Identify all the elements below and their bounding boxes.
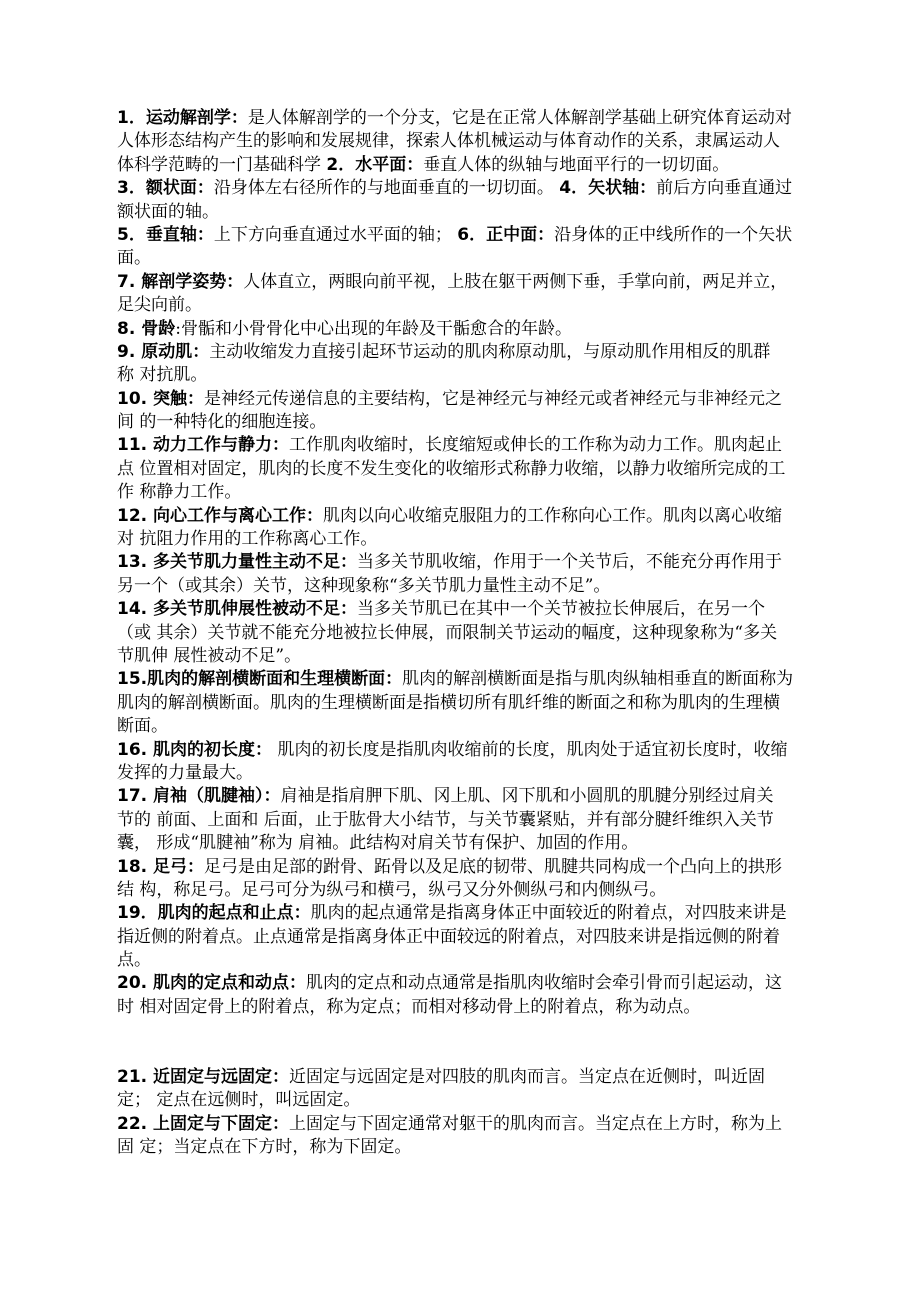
definition-text: 称 对抗肌。 <box>117 365 208 386</box>
text-line <box>117 902 817 925</box>
definition-text: （或 其余）关节就不能充分地被拉长伸展，而限制关节运动的幅度，这种现象称为“多关 <box>117 622 778 643</box>
text-line <box>117 785 817 808</box>
definition-text: :骨骺和小骨骨化中心出现的年龄及干骺愈合的年龄。 <box>175 318 572 339</box>
definition-text: 当多关节肌已在其中一个关节被拉长伸展后，在另一个 <box>357 599 766 620</box>
term-heading: 9. 原动肌： <box>117 341 210 362</box>
text-line <box>117 154 817 177</box>
text-line <box>117 1089 817 1112</box>
definition-text: 固 定；当定点在下方时，称为下固定。 <box>117 1137 412 1158</box>
definition-text: 当多关节肌收缩，作用于一个关节后，不能充分再作用于 <box>357 552 783 573</box>
definition-text: 点 位置相对固定，肌肉的长度不发生变化的收缩形式称静力收缩，以静力收缩所完成的工 <box>117 458 786 479</box>
term-heading: 7. 解剖学姿势： <box>117 271 244 292</box>
term-heading: 3．额状面： <box>117 178 214 199</box>
definition-text: 肌肉的解剖横断面。肌肉的生理横断面是指横切所有肌纤维的断面之和称为肌肉的生理横 <box>117 692 780 713</box>
definition-text: 额状面的轴。 <box>117 201 219 222</box>
text-line <box>117 247 817 270</box>
text-line <box>117 481 817 504</box>
text-line <box>117 622 817 645</box>
text-line <box>117 364 817 387</box>
term-heading: 6．正中面： <box>457 224 555 245</box>
text-line <box>117 926 817 949</box>
text-line <box>117 739 817 762</box>
definition-text: 结 构，称足弓。足弓可分为纵弓和横弓，纵弓又分外侧纵弓和内侧纵弓。 <box>117 879 667 900</box>
text-line <box>117 1136 817 1159</box>
text-line <box>117 458 817 481</box>
definition-text: 是神经元传递信息的主要结构，它是神经元与神经元或者神经元与非神经元之 <box>204 388 783 409</box>
definition-text: 另一个（或其余）关节，这种现象称“多关节肌力量性主动不足”。 <box>117 575 611 596</box>
text-line <box>117 224 817 247</box>
text-line <box>117 879 817 902</box>
text-line <box>117 645 817 668</box>
text-line <box>117 575 817 598</box>
text-line <box>117 996 817 1019</box>
definition-text: 人体直立，两眼向前平视，上肢在躯干两侧下垂，手掌向前，两足并立， <box>243 271 788 292</box>
text-line <box>117 177 817 200</box>
term-heading: 14. 多关节肌伸展性被动不足： <box>117 599 358 620</box>
term-heading: 19．肌肉的起点和止点： <box>117 903 311 924</box>
text-line <box>117 949 817 972</box>
text-line <box>117 762 817 785</box>
term-heading: 20. 肌肉的定点和动点： <box>117 973 307 994</box>
text-line <box>117 715 817 738</box>
text-line <box>117 832 817 855</box>
definition-text: 沿身体的正中线所作的一个矢状 <box>554 224 793 245</box>
definition-text: 节肌伸 展性被动不足”。 <box>117 645 302 666</box>
definition-text: 作 称静力工作。 <box>117 482 242 503</box>
text-line <box>117 130 817 153</box>
definition-text: 是人体解剖学的一个分支，它是在正常人体解剖学基础上研究体育运动对 <box>247 108 792 128</box>
term-heading: 17. 肩袖（肌腱袖）： <box>117 786 281 807</box>
text-line <box>117 271 817 294</box>
definition-text: 足弓是由足部的跗骨、跖骨以及足底的韧带、肌腱共同构成一个凸向上的拱形 <box>204 856 783 877</box>
definition-text: 发挥的力量最大。 <box>117 762 253 783</box>
term-heading: 10. 突触： <box>117 388 205 409</box>
definition-text: 垂直人体的纵轴与地面平行的一切切面。 <box>423 154 730 175</box>
definition-text: 足尖向前。 <box>117 295 202 316</box>
definition-text: 体科学范畴的一门基础科学 <box>117 154 327 175</box>
text-line <box>117 318 817 341</box>
definition-text: 肌肉的解剖横断面是指与肌肉纵轴相垂直的断面称为 <box>402 669 794 690</box>
definition-text: 点。 <box>117 950 151 971</box>
definition-text: 时 相对固定骨上的附着点，称为定点；而相对移动骨上的附着点，称为动点。 <box>117 996 701 1017</box>
definition-text: 近固定与远固定是对四肢的肌肉而言。当定点在近侧时，叫近固 <box>289 1067 766 1088</box>
text-line <box>117 551 817 574</box>
text-line <box>117 856 817 879</box>
text-line <box>117 294 817 317</box>
definition-text: 肌肉的初长度是指肌肉收缩前的长度，肌肉处于适宜初长度时，收缩 <box>272 739 788 760</box>
definition-text: 沿身体左右径所作的与地面垂直的一切切面。 <box>213 178 560 199</box>
text-line <box>117 692 817 715</box>
blank-line <box>117 1043 817 1066</box>
definition-text: 主动收缩发力直接引起环节运动的肌肉称原动肌，与原动肌作用相反的肌群 <box>209 341 771 362</box>
definition-text: 囊， 形成“肌腱袖”称为 肩袖。此结构对肩关节有保护、加固的作用。 <box>117 833 639 854</box>
term-heading: 5．垂直轴： <box>117 224 214 245</box>
definition-text: 人体形态结构产生的影响和发展规律，探索人体机械运动与体育动作的关系，隶属运动人 <box>117 131 780 152</box>
document-body <box>117 107 817 1160</box>
text-line <box>117 598 817 621</box>
term-heading: 12. 向心工作与离心工作： <box>117 505 324 526</box>
term-heading: 21. 近固定与远固定： <box>117 1067 290 1088</box>
definition-text: 指近侧的附着点。止点通常是指离身体正中面较远的附着点，对四肢来讲是指远侧的附着 <box>117 926 780 947</box>
term-heading: 4．矢状轴： <box>559 178 657 199</box>
definition-text: 间 的一种特化的细胞连接。 <box>117 412 327 433</box>
term-heading: 8. 骨龄 <box>117 318 176 339</box>
text-line <box>117 201 817 224</box>
definition-text: 肌肉的定点和动点通常是指肌肉收缩时会牵引骨而引起运动，这 <box>306 973 783 994</box>
definition-text: 肌肉的起点通常是指离身体正中面较近的附着点，对四肢来讲是 <box>310 903 787 924</box>
text-line <box>117 1113 817 1136</box>
text-line <box>117 972 817 995</box>
definition-text: 上固定与下固定通常对躯干的肌肉而言。当定点在上方时，称为上 <box>289 1113 783 1134</box>
term-heading: 15.肌肉的解剖横断面和生理横断面： <box>117 669 403 690</box>
text-line <box>117 341 817 364</box>
text-line <box>117 528 817 551</box>
text-line <box>117 809 817 832</box>
text-line <box>117 388 817 411</box>
text-line <box>117 668 817 691</box>
text-line <box>117 411 817 434</box>
text-line <box>117 1066 817 1089</box>
term-heading: 1．运动解剖学： <box>117 108 248 128</box>
definition-text: 上下方向垂直通过水平面的轴； <box>213 224 458 245</box>
definition-text: 定； 定点在远侧时，叫远固定。 <box>117 1090 361 1111</box>
term-heading: 2．水平面： <box>326 154 424 175</box>
term-heading: 13. 多关节肌力量性主动不足： <box>117 552 358 573</box>
text-line <box>117 505 817 528</box>
term-heading: 16. 肌肉的初长度： <box>117 739 273 760</box>
term-heading: 22. 上固定与下固定： <box>117 1113 290 1134</box>
blank-line <box>117 1019 817 1042</box>
definition-text: 断面。 <box>117 716 168 737</box>
definition-text: 对 抗阻力作用的工作称离心工作。 <box>117 529 378 550</box>
definition-text: 肌肉以向心收缩克服阻力的工作称向心工作。肌肉以离心收缩 <box>323 505 783 526</box>
definition-text: 节的 前面、上面和 后面，止于肱骨大小结节，与关节囊紧贴，并有部分腱纤维织入关节 <box>117 809 774 830</box>
definition-text: 工作肌肉收缩时，长度缩短或伸长的工作称为动力工作。肌肉起止 <box>289 435 783 456</box>
definition-text: 面。 <box>117 248 151 269</box>
term-heading: 11. 动力工作与静力： <box>117 435 290 456</box>
term-heading: 18. 足弓： <box>117 856 205 877</box>
definition-text: 肩袖是指肩胛下肌、冈上肌、冈下肌和小圆肌的肌腱分别经过肩关 <box>280 786 774 807</box>
text-line <box>117 107 817 130</box>
text-line <box>117 434 817 457</box>
definition-text: 前后方向垂直通过 <box>656 178 793 199</box>
